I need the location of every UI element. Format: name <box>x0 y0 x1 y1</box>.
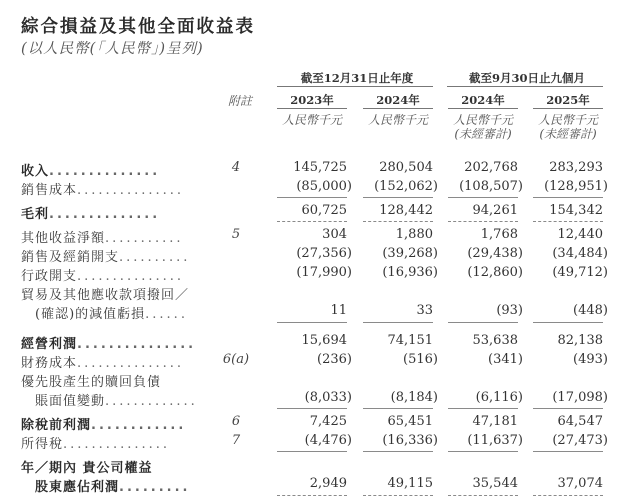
table-row <box>0 160 640 179</box>
value-cell: 47,181 <box>472 414 518 429</box>
column-header-year: 2024年 <box>376 93 420 107</box>
table-row <box>0 476 640 495</box>
subtotal-rule <box>448 408 518 409</box>
row-label-text: 股東應佔利潤 <box>35 480 120 495</box>
value-cell: 94,261 <box>472 203 518 218</box>
value-cell: 128,442 <box>379 203 433 218</box>
row-label-text: 除稅前利潤 <box>21 418 92 433</box>
value-cell: 11 <box>330 303 347 318</box>
row-label-text: 財務成本 <box>21 356 78 371</box>
table-row <box>0 333 640 352</box>
leader-dots: ............... <box>77 356 185 371</box>
value-cell: (27,473) <box>552 433 608 448</box>
row-label-text: (確認)的減值虧損 <box>35 307 146 322</box>
row-label <box>21 179 204 198</box>
value-cell: (93) <box>496 303 523 318</box>
value-cell: 1,768 <box>480 227 518 242</box>
subtotal-rule <box>448 197 518 198</box>
row-label-text: 優先股產生的贖回負債 <box>21 375 162 390</box>
row-label-text: 年／期內 貴公司權益 <box>21 461 153 476</box>
row-label <box>21 246 204 265</box>
column-rule <box>363 108 433 109</box>
unit-label: 人民幣千元 <box>537 113 598 127</box>
dashed-rule <box>277 221 347 222</box>
table-row <box>0 457 640 476</box>
value-cell: 53,638 <box>472 333 518 348</box>
value-cell: (29,438) <box>467 246 523 261</box>
unit-label: 人民幣千元 <box>452 113 513 127</box>
value-cell: (8,033) <box>304 390 352 405</box>
row-label <box>35 476 204 495</box>
table-row <box>0 352 640 371</box>
value-cell: 2,949 <box>309 476 347 491</box>
row-label <box>21 457 204 476</box>
value-cell: 65,451 <box>387 414 433 429</box>
value-cell: 15,694 <box>301 333 347 348</box>
value-cell: 33 <box>416 303 433 318</box>
dashed-rule <box>363 495 433 496</box>
value-cell: 304 <box>322 227 347 242</box>
row-label-text: 行政開支 <box>21 269 78 284</box>
subtotal-rule <box>448 451 518 452</box>
column-header-unit <box>443 113 523 141</box>
leader-dots: ............... <box>63 437 171 452</box>
row-label <box>21 203 204 222</box>
value-cell: (152,062) <box>374 179 438 194</box>
subtotal-rule <box>277 408 347 409</box>
page-subtitle: (以人民幣(「人民幣」)呈列) <box>21 41 204 57</box>
row-label-text: 毛利 <box>21 207 50 222</box>
value-cell: 37,074 <box>557 476 603 491</box>
table-row <box>0 433 640 452</box>
leader-dots: ...... <box>145 307 188 322</box>
row-label <box>21 265 204 284</box>
dashed-rule <box>448 221 518 222</box>
column-header-unit <box>272 113 352 127</box>
subtotal-rule <box>363 451 433 452</box>
value-cell: 280,504 <box>379 160 433 175</box>
value-cell: 60,725 <box>301 203 347 218</box>
value-cell: 82,138 <box>557 333 603 348</box>
column-rule <box>533 108 603 109</box>
audit-label: (未經審計) <box>454 127 512 141</box>
page-title: 綜合損益及其他全面收益表 <box>21 17 255 37</box>
value-cell: (11,637) <box>467 433 523 448</box>
note-column-header: 附註 <box>228 94 253 108</box>
value-cell: (17,990) <box>296 265 352 280</box>
value-cell: 7,425 <box>309 414 347 429</box>
value-cell: (4,476) <box>304 433 352 448</box>
leader-dots: .............. <box>49 207 161 222</box>
subtotal-rule <box>533 451 603 452</box>
row-label <box>21 333 204 352</box>
leader-dots: ......... <box>119 480 191 495</box>
row-note: 7 <box>231 433 241 448</box>
header-group-nine-months-rule <box>447 86 603 87</box>
table-row <box>0 203 640 222</box>
value-cell: (341) <box>488 352 523 367</box>
subtotal-rule <box>533 197 603 198</box>
row-label-text: 所得稅 <box>21 437 64 452</box>
unit-label: 人民幣千元 <box>367 113 428 127</box>
row-label-text: 銷售成本 <box>21 183 78 198</box>
table-row <box>0 265 640 284</box>
column-rule <box>277 108 347 109</box>
row-label-text: 其他收益淨額 <box>21 231 106 246</box>
dashed-rule <box>363 221 433 222</box>
dashed-rule <box>277 495 347 496</box>
column-header-unit <box>358 113 438 127</box>
dashed-rule <box>533 495 603 496</box>
value-cell: (16,336) <box>382 433 438 448</box>
table-row <box>0 179 640 198</box>
column-header-year: 2024年 <box>461 93 505 107</box>
dashed-rule <box>533 221 603 222</box>
row-note: 6 <box>231 414 241 429</box>
leader-dots: ............ <box>91 418 187 433</box>
row-note: 5 <box>231 227 241 242</box>
value-cell: 283,293 <box>549 160 603 175</box>
column-rule <box>448 108 518 109</box>
row-label <box>21 414 204 433</box>
dashed-rule <box>448 495 518 496</box>
row-note: 4 <box>231 160 241 175</box>
header-group-nine-months: 截至9月30日止九個月 <box>468 71 585 85</box>
row-label-text: 貿易及其他應收款項撥回／ <box>21 288 190 303</box>
value-cell: 49,115 <box>387 476 433 491</box>
row-label <box>21 227 204 246</box>
value-cell: (108,507) <box>459 179 523 194</box>
value-cell: (493) <box>573 352 608 367</box>
row-label <box>21 284 204 303</box>
table-row <box>0 371 640 390</box>
value-cell: (39,268) <box>382 246 438 261</box>
value-cell: (128,951) <box>544 179 608 194</box>
table-row <box>0 227 640 246</box>
value-cell: (12,860) <box>467 265 523 280</box>
header-group-annual-rule <box>277 86 433 87</box>
column-header-year: 2025年 <box>546 93 590 107</box>
value-cell: (34,484) <box>552 246 608 261</box>
column-header-year: 2023年 <box>290 93 334 107</box>
value-cell: 1,880 <box>395 227 433 242</box>
value-cell: (16,936) <box>382 265 438 280</box>
row-label-text: 賬面值變動 <box>35 394 106 409</box>
value-cell: (236) <box>317 352 352 367</box>
leader-dots: ............... <box>77 269 185 284</box>
value-cell: (27,356) <box>296 246 352 261</box>
subtotal-rule <box>277 451 347 452</box>
value-cell: (8,184) <box>390 390 438 405</box>
leader-dots: ........... <box>105 231 184 246</box>
value-cell: (448) <box>573 303 608 318</box>
table-row <box>0 390 640 409</box>
row-label <box>21 371 204 390</box>
row-label <box>35 390 204 409</box>
value-cell: 154,342 <box>549 203 603 218</box>
subtotal-rule <box>363 322 433 323</box>
table-row <box>0 414 640 433</box>
leader-dots: ............... <box>77 183 185 198</box>
subtotal-rule <box>277 322 347 323</box>
row-label <box>21 433 204 452</box>
table-row <box>0 284 640 303</box>
value-cell: (49,712) <box>552 265 608 280</box>
table-row <box>0 246 640 265</box>
value-cell: (17,098) <box>552 390 608 405</box>
subtotal-rule <box>448 322 518 323</box>
row-note: 6(a) <box>222 352 250 367</box>
table-row <box>0 303 640 322</box>
row-label <box>35 303 204 322</box>
leader-dots: ............... <box>77 337 197 352</box>
value-cell: (6,116) <box>475 390 523 405</box>
subtotal-rule <box>533 408 603 409</box>
value-cell: (85,000) <box>296 179 352 194</box>
subtotal-rule <box>363 408 433 409</box>
audit-label: (未經審計) <box>539 127 597 141</box>
row-label-text: 經營利潤 <box>21 337 78 352</box>
value-cell: (516) <box>403 352 438 367</box>
leader-dots: .............. <box>49 164 161 179</box>
unit-label: 人民幣千元 <box>281 113 342 127</box>
row-label <box>21 352 204 371</box>
subtotal-rule <box>363 197 433 198</box>
row-label <box>21 160 204 179</box>
value-cell: 35,544 <box>472 476 518 491</box>
column-header-unit <box>528 113 608 141</box>
leader-dots: .......... <box>119 250 191 265</box>
value-cell: 12,440 <box>557 227 603 242</box>
subtotal-rule <box>533 322 603 323</box>
value-cell: 74,151 <box>387 333 433 348</box>
value-cell: 64,547 <box>557 414 603 429</box>
row-label-text: 銷售及經銷開支 <box>21 250 120 265</box>
subtotal-rule <box>277 197 347 198</box>
header-group-annual: 截至12月31日止年度 <box>300 71 414 85</box>
leader-dots: ............. <box>105 394 198 409</box>
value-cell: 202,768 <box>464 160 518 175</box>
value-cell: 145,725 <box>293 160 347 175</box>
row-label-text: 收入 <box>21 164 50 179</box>
